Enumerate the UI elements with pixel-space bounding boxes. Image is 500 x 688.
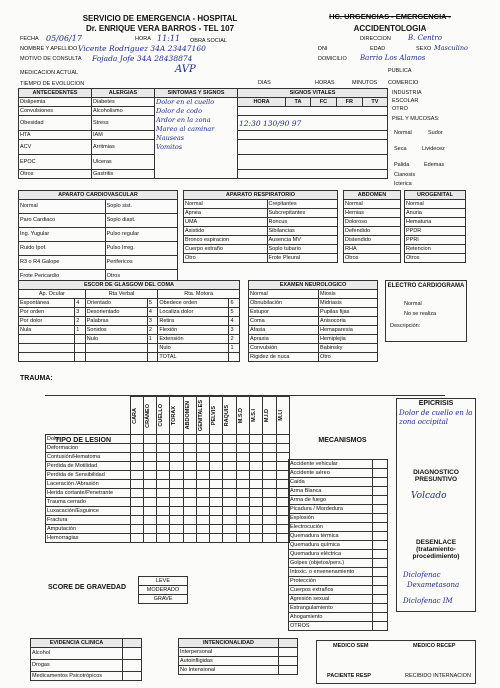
nombre-label: NOMBRE Y APELLIDO bbox=[20, 46, 78, 52]
col-raquis: RAQUIS bbox=[224, 404, 231, 427]
firmas-box bbox=[316, 640, 476, 684]
paciente-resp-label: PACIENTE RESP bbox=[327, 673, 371, 679]
alergias-header: ALERGIAS bbox=[92, 89, 155, 98]
vitals-tv: TV bbox=[362, 98, 387, 107]
mecanismo-item[interactable]: Protección bbox=[289, 577, 373, 586]
neuro-item[interactable]: Anisocoria bbox=[319, 317, 378, 326]
intencionalidad-item[interactable]: Autoinfligidas bbox=[179, 657, 279, 666]
resp-item[interactable]: Ausencia MV bbox=[267, 236, 338, 245]
neuro-item[interactable]: Miosis bbox=[319, 290, 378, 299]
dias-label: DIAS bbox=[258, 80, 271, 86]
col-msd: M.S.D bbox=[237, 407, 244, 424]
medicacion-label: MEDICACION ACTUAL bbox=[20, 70, 79, 76]
neuro-item[interactable]: Hemaparesia bbox=[319, 326, 378, 335]
otro-label: OTRO bbox=[392, 106, 408, 112]
desenlace-note-3[interactable]: Diclofenac IM bbox=[403, 597, 453, 605]
mecanismo-item[interactable]: OTROS bbox=[289, 622, 373, 631]
sintomas-header: SINTOMAS Y SIGNOS bbox=[155, 89, 238, 98]
desenlace-note-1[interactable]: Diclofenac bbox=[403, 571, 441, 579]
domicilio-value[interactable]: Barrio Los Alamos bbox=[360, 54, 426, 62]
abd-item[interactable]: Normal bbox=[344, 200, 401, 209]
glasgow-row: Por orden 3 Desorientado 4 Localiza dolor 5 bbox=[19, 308, 240, 317]
lesion-row: Herida cortante/Penetrante bbox=[46, 489, 290, 498]
neuro-item[interactable]: Coma bbox=[249, 317, 319, 326]
neuro-item[interactable]: Hemiplejia bbox=[319, 335, 378, 344]
lesion-row: Perdida de Motilidad bbox=[46, 462, 290, 471]
abd-item[interactable]: Otros bbox=[344, 254, 401, 263]
tipo-lesion-label: TIPO DE LESION bbox=[55, 437, 112, 444]
medico-sem-label: MEDICO SEM bbox=[333, 643, 369, 649]
electro-box bbox=[385, 280, 467, 342]
sexo-label: SEXO bbox=[416, 46, 432, 52]
obra-social-label: OBRA SOCIAL bbox=[190, 38, 227, 44]
cardio-item[interactable]: R3 o R4 Galope bbox=[19, 256, 106, 270]
glasgow-ocular-header: Ap. Ocular bbox=[19, 290, 86, 299]
diagnostico-note[interactable]: Volcado bbox=[411, 491, 447, 501]
cardio-item[interactable]: Frote Pericardio bbox=[19, 270, 106, 284]
cardio-item[interactable]: Soplo diast. bbox=[105, 214, 177, 228]
mecanismo-item[interactable]: Ahogamiento bbox=[289, 613, 373, 622]
uro-item[interactable]: Otros bbox=[405, 254, 466, 263]
col-cuello: CUELLO bbox=[158, 404, 165, 427]
mecanismo-item[interactable]: Accidente vehicular bbox=[289, 460, 373, 469]
ant-hta[interactable]: HTA bbox=[19, 131, 92, 140]
institution-title: SERVICIO DE EMERGENCIA - HOSPITAL bbox=[82, 14, 238, 23]
direccion-value[interactable]: B. Centro bbox=[408, 34, 442, 42]
col-mii: M.I.I bbox=[277, 410, 284, 421]
epicrisis-note[interactable]: Dolor de cuello en la zona occipital bbox=[399, 409, 473, 426]
neuro-item[interactable]: Normal bbox=[249, 290, 319, 299]
piel-palida[interactable]: Palida bbox=[394, 162, 410, 168]
epicrisis-title: EPICRISIS bbox=[418, 400, 454, 407]
sexo-value[interactable]: Masculino bbox=[434, 44, 468, 52]
signos-vitales-header: SIGNOS VITALES bbox=[238, 89, 388, 98]
lesion-row: Fractura bbox=[46, 516, 290, 525]
lesion-row: Deformacion bbox=[46, 444, 290, 453]
domicilio-label: DOMICILIO bbox=[318, 56, 347, 62]
ant-ulceras[interactable]: Ulceras bbox=[92, 155, 155, 170]
col-craneo: CRÁNEO bbox=[144, 403, 151, 428]
director-title: Dr. ENRIQUE VERA BARROS - TEL 107 bbox=[85, 24, 235, 33]
piel-seca[interactable]: Seca bbox=[394, 146, 407, 152]
mecanismo-item[interactable]: Agresión sexual bbox=[289, 595, 373, 604]
evidencia-title: EVIDENCIA CLINICA bbox=[31, 639, 123, 648]
mecanismo-item[interactable]: Quemadura térmica bbox=[289, 532, 373, 541]
uro-item[interactable]: Normal bbox=[405, 200, 466, 209]
resp-item[interactable]: Otro bbox=[184, 254, 268, 263]
gravedad-grave[interactable]: GRAVE bbox=[139, 595, 188, 604]
glasgow-table bbox=[18, 280, 240, 362]
horas-label: HORAS bbox=[315, 80, 335, 86]
resp-item[interactable]: UMA bbox=[184, 218, 268, 227]
abd-item[interactable]: RHA bbox=[344, 245, 401, 254]
neuro-item[interactable]: Obnubilación bbox=[249, 299, 319, 308]
lesion-row: Luxacación/Esguince bbox=[46, 507, 290, 516]
ant-epoc[interactable]: EPOC bbox=[19, 155, 92, 170]
lesion-row: Hemorragias bbox=[46, 534, 290, 543]
lesion-row: Laceración /Abrasión bbox=[46, 480, 290, 489]
ant-acv[interactable]: ACV bbox=[19, 140, 92, 155]
electro-title: ELECTRO CARDIOGRAMA bbox=[387, 283, 465, 289]
resp-item[interactable]: Sibilancias bbox=[267, 227, 338, 236]
resp-item[interactable]: Normal bbox=[184, 200, 268, 209]
ant-diabetes[interactable]: Diabetes bbox=[92, 98, 155, 107]
glasgow-row: Nulo 1 Extensión 2 bbox=[19, 335, 240, 344]
right-panel bbox=[396, 398, 476, 612]
resp-item[interactable]: Asistido bbox=[184, 227, 268, 236]
resp-item[interactable]: Crepitantes bbox=[267, 200, 338, 209]
fecha-label: FECHA bbox=[20, 36, 39, 42]
uro-item[interactable]: Retencion bbox=[405, 245, 466, 254]
nombre-value[interactable]: Vicente Rodriguez 34A 23447160 bbox=[78, 44, 206, 53]
cardio-item[interactable]: Normal bbox=[19, 200, 106, 214]
neuro-item[interactable]: Estupor bbox=[249, 308, 319, 317]
abdomen-table bbox=[343, 190, 401, 263]
cardio-item[interactable]: Ing. Yugular bbox=[19, 228, 106, 242]
industria-label: INDUSTRIA bbox=[392, 90, 422, 96]
uro-item[interactable]: Anuria bbox=[405, 209, 466, 218]
ant-otros[interactable]: Otros bbox=[19, 170, 92, 179]
mecanismos-table bbox=[288, 459, 388, 631]
resp-item[interactable]: Subcrepitantes bbox=[267, 209, 338, 218]
gravedad-table bbox=[138, 576, 188, 604]
lesion-row: Perdida de Sensibilidad bbox=[46, 471, 290, 480]
intencionalidad-item[interactable]: Interpersonal bbox=[179, 648, 279, 657]
ant-alcoholismo[interactable]: Alcoholismo bbox=[92, 107, 155, 116]
evidencia-table bbox=[30, 638, 142, 681]
intencionalidad-title: INTENCIONALIDAD bbox=[179, 639, 279, 648]
evidencia-item[interactable]: Drogas bbox=[31, 660, 123, 672]
dni-label: DNI bbox=[318, 46, 328, 52]
service-title: ACCIDENTOLOGIA bbox=[353, 24, 427, 33]
escolar-label: ESCOLAR bbox=[392, 98, 419, 104]
vitals-note[interactable]: 12:30 130/90 97 bbox=[238, 116, 388, 131]
cardio-item[interactable]: Ruido Ipof. bbox=[19, 242, 106, 256]
publica-label: PUBLICA bbox=[388, 68, 412, 74]
mecanismo-item[interactable]: Explosión bbox=[289, 514, 373, 523]
piel-edemas[interactable]: Edemas bbox=[424, 162, 445, 168]
gravedad-moderado[interactable]: MODERADO bbox=[139, 586, 188, 595]
motivo-value[interactable]: Fojada Jofe 34A 28438874 bbox=[92, 54, 193, 63]
intencionalidad-item[interactable]: No Intensional bbox=[179, 666, 279, 675]
col-pelvis: PELVIS bbox=[211, 405, 218, 426]
uro-item[interactable]: PPDR bbox=[405, 227, 466, 236]
lesion-row: Amputación bbox=[46, 525, 290, 534]
cardio-item[interactable]: Perifericos bbox=[105, 256, 177, 270]
mecanismo-item[interactable]: Arma de fuego bbox=[289, 496, 373, 505]
piel-normal[interactable]: Normal bbox=[394, 130, 412, 136]
mecanismo-item[interactable]: Picadura / Mordedura bbox=[289, 505, 373, 514]
lesion-row: Contusión/Hematoma bbox=[46, 453, 290, 462]
recibido-label: RECIBIDO INTERNACION bbox=[405, 673, 472, 679]
glasgow-motora-header: Rta. Motora bbox=[158, 290, 240, 299]
neuro-item[interactable]: Apraxia bbox=[249, 335, 319, 344]
glasgow-row: Por dolor 2 Palabras 3 Retira 4 bbox=[19, 317, 240, 326]
resp-item[interactable]: Cuerpo extraño bbox=[184, 245, 268, 254]
mecanismos-title: MECANISMOS bbox=[318, 437, 367, 444]
piel-icterica[interactable]: Icterica bbox=[394, 181, 412, 187]
respiratorio-title: APARATO RESPIRATORIO bbox=[184, 191, 338, 200]
ant-convulsiones[interactable]: Convulsiones bbox=[19, 107, 92, 116]
resp-item[interactable]: Soplo tubario bbox=[267, 245, 338, 254]
col-abdomen: ABDOMEN bbox=[184, 401, 191, 430]
sintomas-notes: Dolor en el cuello Dolor de codo Ardor en la zona Mareo al caminar Nauseas Vomitos bbox=[156, 98, 215, 151]
uro-item[interactable]: Hematuria bbox=[405, 218, 466, 227]
col-mid: M.I.D bbox=[264, 408, 271, 423]
lesion-row: Trauma cerrado bbox=[46, 498, 290, 507]
glasgow-row: Nulo 1 bbox=[19, 344, 240, 353]
mecanismo-item[interactable]: Caída bbox=[289, 478, 373, 487]
cardio-item[interactable]: Soplo sist. bbox=[105, 200, 177, 214]
desenlace-title: DESENLACE (tratamiento-procedimiento) bbox=[412, 539, 460, 560]
cardio-item[interactable]: Pulso Irreg. bbox=[105, 242, 177, 256]
direccion-label: DIRECCION bbox=[360, 36, 391, 42]
cardio-table bbox=[18, 190, 178, 284]
cardio-title: APARATO CARDIOVASCULAR bbox=[19, 191, 178, 200]
mecanismo-item[interactable]: Estrangulamiento bbox=[289, 604, 373, 613]
ant-iam[interactable]: IAM bbox=[92, 131, 155, 140]
gravedad-title: SCORE DE GRAVEDAD bbox=[48, 584, 127, 591]
trauma-title: TRAUMA: bbox=[20, 375, 53, 382]
ant-arritmias[interactable]: Arritmias bbox=[92, 140, 155, 155]
neuro-item[interactable]: Rigidez de nuca bbox=[249, 353, 319, 362]
glasgow-total-value[interactable] bbox=[229, 353, 240, 362]
form-code: HC. URGENCIAS - EMERGENCIA - bbox=[329, 12, 451, 21]
comercio-label: COMERCIO bbox=[388, 80, 419, 86]
electro-descripcion: Descripción: bbox=[390, 323, 421, 329]
urogenital-title: UROGENITAL bbox=[405, 191, 466, 200]
medico-recep-label: MEDICO RECEP bbox=[413, 643, 456, 649]
piel-lividecez[interactable]: Lividecez bbox=[422, 146, 445, 152]
neuro-item[interactable]: Afasia bbox=[249, 326, 319, 335]
evidencia-item[interactable]: Alcohol bbox=[31, 648, 123, 660]
neuro-item[interactable]: Pupilas fijas bbox=[319, 308, 378, 317]
cardio-item[interactable]: Otros bbox=[105, 270, 177, 284]
edad-label: EDAD bbox=[370, 46, 386, 52]
respiratorio-table bbox=[183, 190, 338, 263]
neuro-title: EXAMEN NEUROLOGICO bbox=[249, 281, 378, 290]
vitals-fr: FR bbox=[336, 98, 362, 107]
minutos-label: MINUTOS bbox=[352, 80, 378, 86]
neuro-item[interactable]: Midriasis bbox=[319, 299, 378, 308]
gravedad-leve[interactable]: LEVE bbox=[139, 577, 188, 586]
lesion-row: Dolor bbox=[46, 435, 290, 444]
ant-dislipemia[interactable]: Dislipemia bbox=[19, 98, 92, 107]
hora-value[interactable]: 11:11 bbox=[157, 34, 181, 43]
vitals-fc: FC bbox=[310, 98, 336, 107]
abd-item[interactable]: Defendido bbox=[344, 227, 401, 236]
mecanismo-item[interactable]: Accidente aéreo bbox=[289, 469, 373, 478]
piel-sudor[interactable]: Sudor bbox=[428, 130, 443, 136]
glasgow-row: Nula 1 Sonidos 2 Flexión 3 bbox=[19, 326, 240, 335]
mecanismo-item[interactable]: Quemadura eléctrica bbox=[289, 550, 373, 559]
cardio-item[interactable]: Paro Cardiaco bbox=[19, 214, 106, 228]
urogenital-table bbox=[404, 190, 466, 263]
motivo-label: MOTIVO DE CONSULTA bbox=[20, 56, 82, 62]
abdomen-title: ABDOMEN bbox=[344, 191, 401, 200]
col-genitales: GENITALES bbox=[197, 399, 204, 432]
glasgow-row: Espontánea 4 Orientado 5 Obedece orden 6 bbox=[19, 299, 240, 308]
vitals-ta: TA bbox=[286, 98, 311, 107]
glasgow-verbal-header: Rta Verbal bbox=[85, 290, 158, 299]
resp-item[interactable]: Frote Pleural bbox=[267, 254, 338, 263]
evidencia-item[interactable]: Medicamentos Psicotrópicos bbox=[31, 672, 123, 681]
ant-stress[interactable]: Stress bbox=[92, 116, 155, 131]
mecanismo-item[interactable]: Quemadura química bbox=[289, 541, 373, 550]
ant-obesidad[interactable]: Obesidad bbox=[19, 116, 92, 131]
hora-label: HORA bbox=[135, 36, 151, 42]
electro-normal[interactable]: Normal bbox=[404, 301, 422, 307]
neuro-table bbox=[248, 280, 378, 362]
piel-cianosis[interactable]: Cianosis bbox=[394, 172, 416, 178]
vitals-hora: HORA bbox=[238, 98, 286, 107]
resp-item[interactable]: Roncus bbox=[267, 218, 338, 227]
desenlace-note-2[interactable]: Dexametasona bbox=[407, 581, 460, 589]
resp-item[interactable]: Apnea bbox=[184, 209, 268, 218]
col-cara: CARA bbox=[131, 407, 138, 424]
col-msi: M.S.I bbox=[251, 409, 258, 422]
neuro-item[interactable]: Convulsión bbox=[249, 344, 319, 353]
piel-label: PIEL Y MUCOSAS: bbox=[392, 116, 440, 122]
resp-item[interactable]: Bronco espiracion bbox=[184, 236, 268, 245]
mecanismo-item[interactable]: Cuerpos extraños bbox=[289, 586, 373, 595]
intencionalidad-table bbox=[178, 638, 298, 675]
antecedentes-table bbox=[18, 88, 388, 179]
diagnostico-title: DIAGNOSTICO PRESUNTIVO bbox=[413, 469, 459, 483]
mecanismo-item[interactable]: Intoxic. o envenenamiento bbox=[289, 568, 373, 577]
abd-item[interactable]: Doloroso bbox=[344, 218, 401, 227]
fecha-value[interactable]: 05/06/17 bbox=[46, 34, 82, 43]
neuro-item[interactable]: Babinsky bbox=[319, 344, 378, 353]
ant-gastritis[interactable]: Gastritis bbox=[92, 170, 155, 179]
mecanismo-item[interactable]: Arma Blanca bbox=[289, 487, 373, 496]
neuro-item[interactable]: Otro bbox=[319, 353, 378, 362]
abd-item[interactable]: Hernias bbox=[344, 209, 401, 218]
antecedentes-header: ANTECEDENTES bbox=[19, 89, 92, 98]
electro-no-realiza[interactable]: No se realiza bbox=[404, 311, 437, 317]
medicacion-value[interactable]: AVP bbox=[175, 64, 196, 75]
uro-item[interactable]: PPRI bbox=[405, 236, 466, 245]
mecanismo-item[interactable]: Golpes (objetos/pers.) bbox=[289, 559, 373, 568]
glasgow-total-label: TOTAL bbox=[158, 353, 229, 362]
glasgow-title: ESCOR DE GLASGOW DEL COMA bbox=[19, 281, 240, 290]
cardio-item[interactable]: Pulso regular bbox=[105, 228, 177, 242]
col-torax: TORAX bbox=[171, 405, 178, 426]
mecanismo-item[interactable]: Electrocución bbox=[289, 523, 373, 532]
tiempo-label: TIEMPO DE EVOLUCION bbox=[20, 81, 85, 87]
trauma-table bbox=[45, 396, 290, 543]
abd-item[interactable]: Distendido bbox=[344, 236, 401, 245]
